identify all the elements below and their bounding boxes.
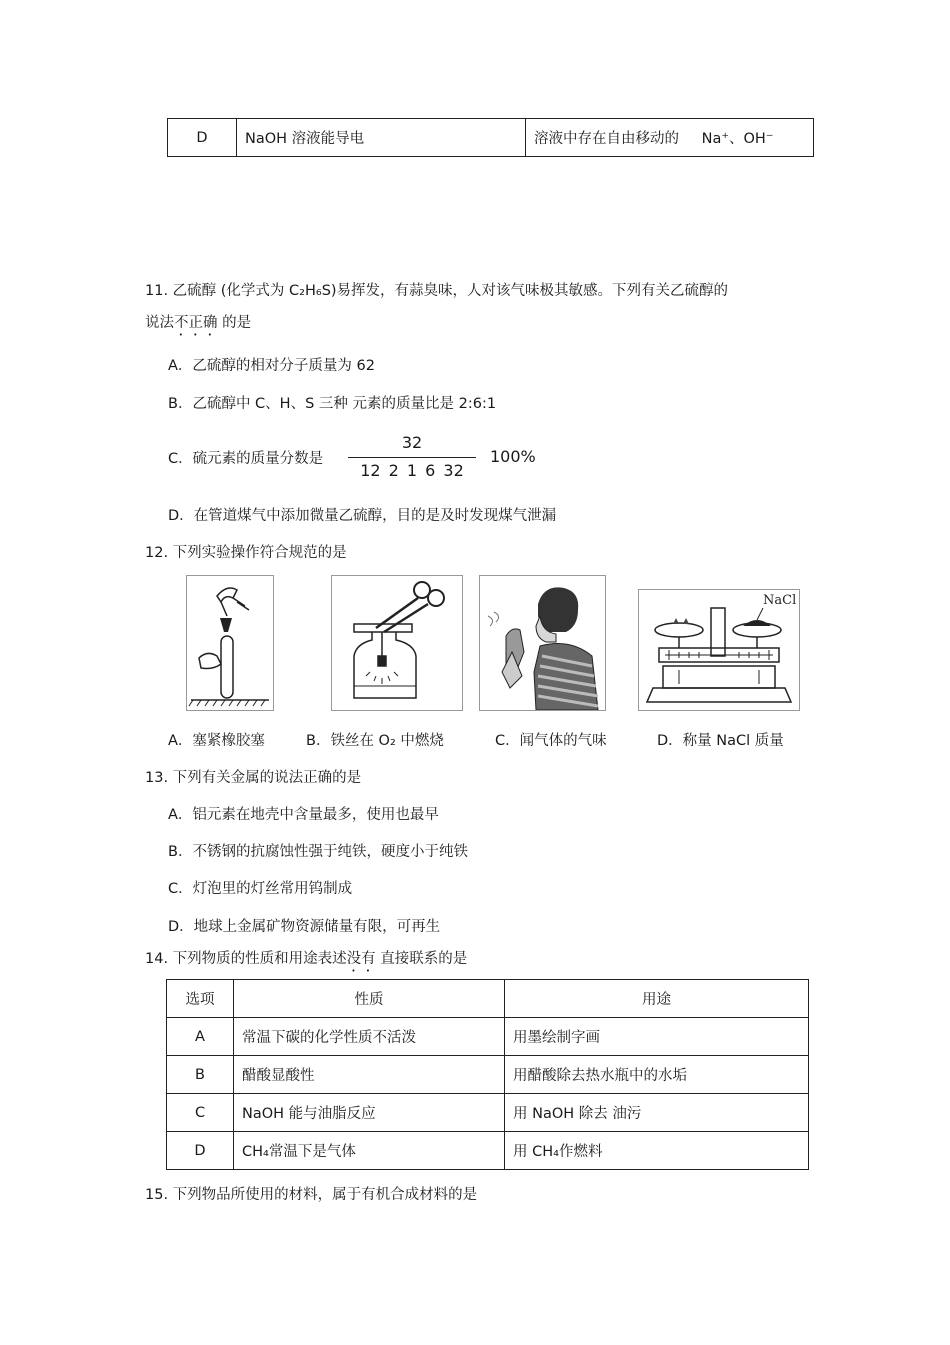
property-cell: NaOH 溶液能导电 [237,119,526,157]
use-cell: 用墨绘制字画 [505,1018,809,1056]
table-row [167,1056,809,1094]
q13-option-d: D．地球上金属矿物资源储量有限，可再生 [168,919,441,935]
q11-stem-b: 的是 [217,315,252,331]
property-cell: 常温下碳的化学性质不活泼 [234,1018,505,1056]
option-cell: C [167,1094,234,1132]
use-cell: 用 CH₄作燃料 [505,1132,809,1170]
image-stopper-test-tube [186,575,274,711]
table-row [168,119,814,157]
q13-stem: 13. 下列有关金属的说法正确的是 [145,770,362,786]
reason-ions: Na⁺、OH⁻ [701,131,774,147]
q11-option-c-label: C．硫元素的质量分数是 [168,451,324,467]
header-option: 选项 [167,980,234,1018]
q14-stem-a: 14. 下列物质的性质和用途表述 [145,951,347,967]
q11-option-b: B．乙硫醇中 C、H、S 三种 元素的质量比是 2:6:1 [168,396,497,412]
image-balance-nacl [638,589,800,711]
q14-table [166,979,809,1170]
property-cell: CH₄常温下是气体 [234,1132,505,1170]
q14-stem [145,947,467,975]
use-cell: 用 NaOH 除去 油污 [505,1094,809,1132]
q12-stem: 12. 下列实验操作符合规范的是 [145,545,347,561]
q13-option-a: A．铝元素在地壳中含量最多，使用也最早 [168,807,439,823]
header-property: 性质 [234,980,505,1018]
fraction-bar [348,457,476,458]
table-row [167,1018,809,1056]
q12-option-c: C．闻气体的气味 [495,733,607,749]
option-cell: B [167,1056,234,1094]
header-use: 用途 [505,980,809,1018]
fraction-denominator: 12 2 1 6 32 [360,461,464,480]
image-iron-wire-bottle [331,575,463,711]
property-cell: NaOH 能与油脂反应 [234,1094,505,1132]
reason-cell [526,119,814,157]
nacl-label: NaCl [763,593,797,608]
q11-emphasis: 不正确 [174,315,218,331]
q11-option-c-tail: 100% [490,447,536,466]
option-cell: D [167,1132,234,1170]
q11-option-d: D．在管道煤气中添加微量乙硫醇，目的是及时发现煤气泄漏 [168,508,557,524]
table-row [167,1132,809,1170]
q13-option-c: C．灯泡里的灯丝常用钨制成 [168,881,353,897]
q11-stem: 11. 乙硫醇 (化学式为 C₂H₆S)易挥发，有蒜臭味，人对该气味极其敏感。下列有关乙硫醇的 [145,283,729,299]
option-cell: D [168,119,237,157]
table-header-row [167,980,809,1018]
q14-stem-b: 直接联系的是 [375,951,468,967]
q11-stem-line2 [145,311,251,339]
top-table [167,118,814,157]
fraction-numerator: 32 [401,433,423,452]
q12-option-b: B．铁丝在 O₂ 中燃烧 [306,733,444,749]
q14-emphasis: 没有 [346,951,376,967]
option-cell: A [167,1018,234,1056]
q15-stem: 15. 下列物品所使用的材料，属于有机合成材料的是 [145,1187,478,1203]
q12-option-d: D．称量 NaCl 质量 [657,733,784,749]
reason-text: 溶液中存在自由移动的 [534,131,679,147]
q13-option-b: B．不锈钢的抗腐蚀性强于纯铁，硬度小于纯铁 [168,844,468,860]
q11-option-a: A．乙硫醇的相对分子质量为 62 [168,358,375,374]
image-smell-gas [479,575,606,711]
property-cell: 醋酸显酸性 [234,1056,505,1094]
table-row [167,1094,809,1132]
q11-stem-a: 说法 [145,315,174,331]
q12-option-a: A．塞紧橡胶塞 [168,733,265,749]
use-cell: 用醋酸除去热水瓶中的水垢 [505,1056,809,1094]
